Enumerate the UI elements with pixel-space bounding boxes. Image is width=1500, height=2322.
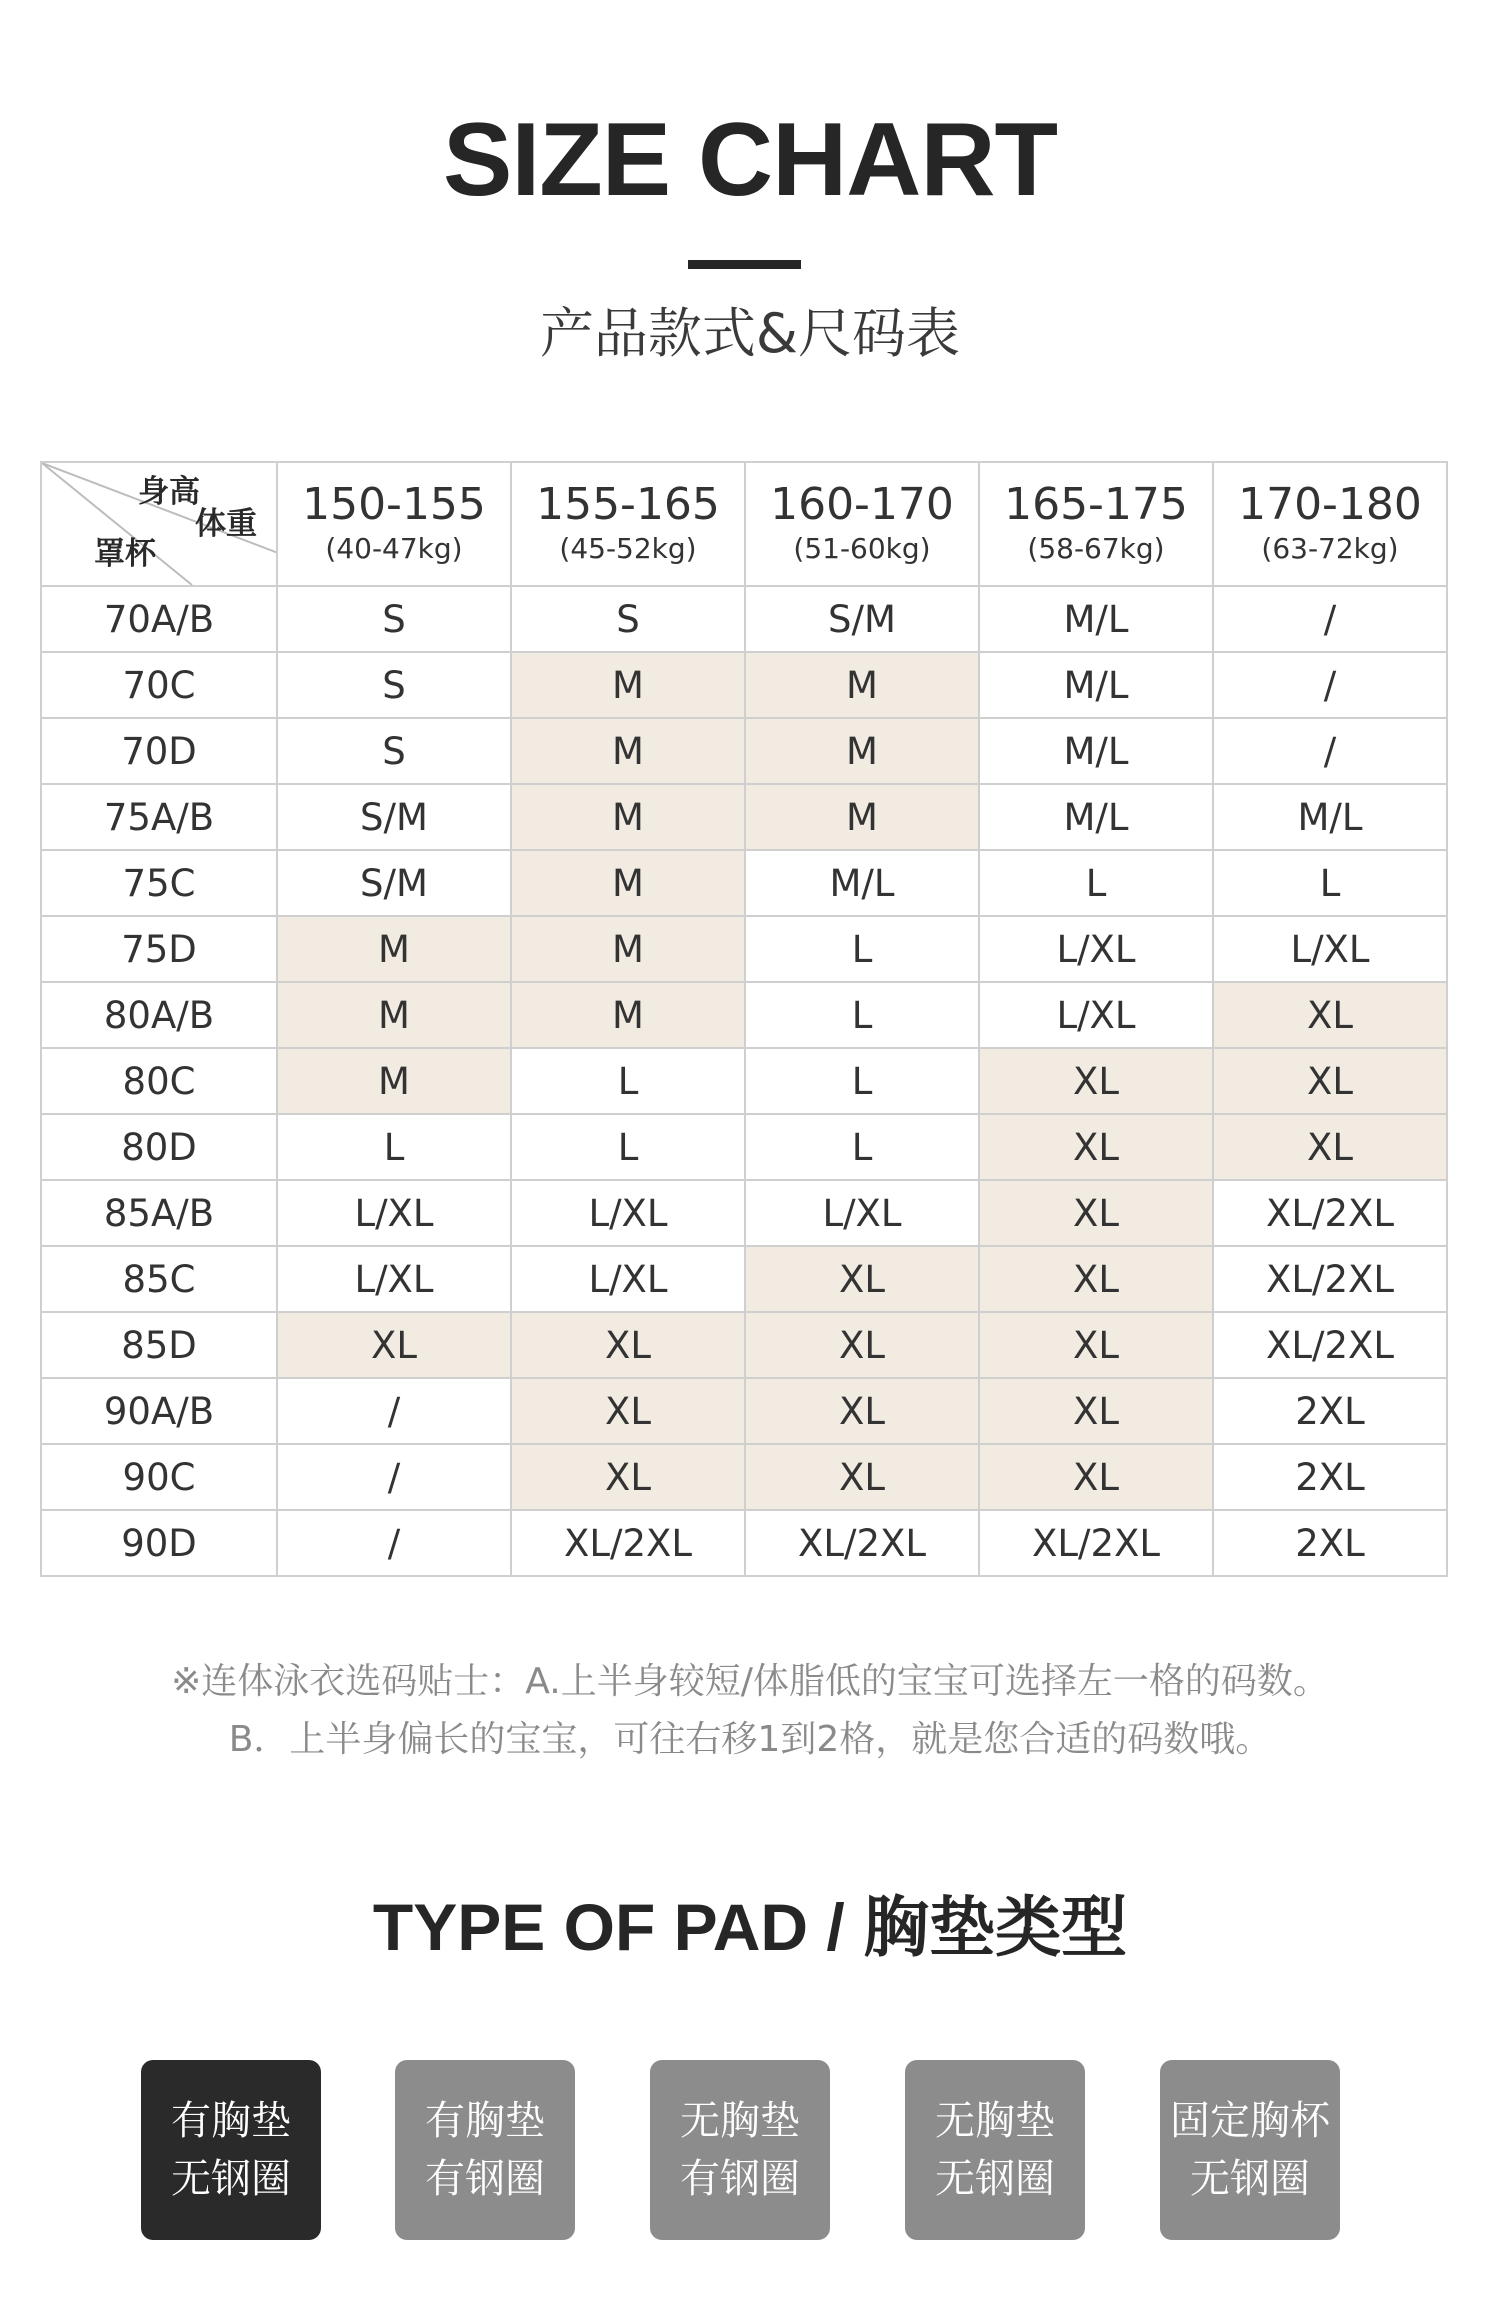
pad-option-line-1: 有胸垫 [425,2098,545,2144]
size-cell: L [979,850,1213,916]
pad-option-line-2: 无钢圈 [935,2156,1055,2202]
size-cell: S [277,586,511,652]
size-table-row [41,784,1447,850]
size-cell: M/L [979,586,1213,652]
height-range: 150-155 [302,479,486,531]
size-cell: S [277,718,511,784]
size-cell: XL [745,1378,979,1444]
size-cell: M/L [745,850,979,916]
size-cell: XL [1213,1114,1447,1180]
size-cell: XL/2XL [1213,1246,1447,1312]
size-cell: M [511,982,745,1048]
size-cell: M/L [1213,784,1447,850]
size-cell: L [745,916,979,982]
size-cell: XL [1213,982,1447,1048]
size-cell: / [1213,652,1447,718]
size-cell: M/L [979,784,1213,850]
size-cell: / [277,1444,511,1510]
cup-size-label: 85A/B [41,1180,277,1246]
size-cell: L [745,1114,979,1180]
size-cell: XL [277,1312,511,1378]
weight-range: (51-60kg) [793,532,931,566]
size-table-row [41,1312,1447,1378]
height-corner-label: 身高 [138,474,200,510]
cup-size-label: 90D [41,1510,277,1576]
pad-option-padded-no-wire[interactable] [141,2060,321,2240]
size-tip-line-2: B．上半身偏长的宝宝，可往右移1到2格，就是您合适的码数哦。 [228,1719,1272,1760]
size-cell: / [1213,718,1447,784]
size-cell: M [511,850,745,916]
height-range: 155-165 [536,479,720,531]
pad-type-options [141,2060,1341,2242]
cup-size-label: 80D [41,1114,277,1180]
cup-size-label: 75C [41,850,277,916]
size-cell: 2XL [1213,1444,1447,1510]
size-cell: XL [511,1378,745,1444]
cup-size-label: 85D [41,1312,277,1378]
size-cell: XL [745,1312,979,1378]
size-table-header-row [41,462,1447,586]
size-cell: L/XL [979,982,1213,1048]
height-range: 165-175 [1004,479,1188,531]
size-chart-subtitle: 产品款式&尺码表 [539,302,961,365]
size-cell: XL [979,1378,1213,1444]
size-tip-line-1: ※连体泳衣选码贴士：A.上半身较短/体脂低的宝宝可选择左一格的码数。 [171,1661,1329,1702]
size-table-row [41,586,1447,652]
size-cell: 2XL [1213,1378,1447,1444]
size-table-row [41,718,1447,784]
pad-option-padded-underwire[interactable] [395,2060,575,2240]
size-cell: XL [511,1312,745,1378]
weight-range: (58-67kg) [1027,532,1165,566]
size-cell: L [1213,850,1447,916]
column-header [1213,462,1447,586]
cup-size-label: 80A/B [41,982,277,1048]
size-cell: M [511,916,745,982]
size-table-row [41,1378,1447,1444]
cup-size-label: 70D [41,718,277,784]
size-cell: L/XL [745,1180,979,1246]
size-cell: L/XL [1213,916,1447,982]
size-cell: S [277,652,511,718]
pad-option-line-2: 有钢圈 [425,2156,545,2202]
cup-size-label: 75A/B [41,784,277,850]
size-table-row [41,850,1447,916]
size-cell: XL [745,1444,979,1510]
size-cell: L/XL [511,1246,745,1312]
size-chart-title: SIZE CHART [443,102,1057,218]
cup-size-label: 70C [41,652,277,718]
size-cell: M [277,916,511,982]
size-cell: S/M [277,850,511,916]
size-cell: XL [979,1444,1213,1510]
size-table-row [41,916,1447,982]
size-cell: L [511,1114,745,1180]
size-cell: S [511,586,745,652]
size-cell: L/XL [511,1180,745,1246]
pad-option-line-2: 有钢圈 [680,2156,800,2202]
table-corner-cell [41,462,277,586]
size-table-body [41,586,1447,1576]
size-cell: L [745,982,979,1048]
cup-size-label: 85C [41,1246,277,1312]
size-cell: XL [979,1246,1213,1312]
pad-option-line-1: 无胸垫 [935,2098,1055,2144]
weight-range: (40-47kg) [325,532,463,566]
size-cell: L [511,1048,745,1114]
size-cell: 2XL [1213,1510,1447,1576]
size-cell: M [277,1048,511,1114]
column-header [277,462,511,586]
weight-corner-label: 体重 [195,506,257,542]
size-cell: XL/2XL [979,1510,1213,1576]
size-cell: M [745,718,979,784]
size-cell: M [511,784,745,850]
size-cell: M [511,652,745,718]
size-cell: XL [979,1180,1213,1246]
height-range: 160-170 [770,479,954,531]
pad-type-title: TYPE OF PAD / 胸垫类型 [372,1890,1128,1964]
size-cell: L/XL [277,1246,511,1312]
pad-option-line-1: 有胸垫 [171,2098,291,2144]
size-table-row [41,982,1447,1048]
size-cell: L [277,1114,511,1180]
size-cell: XL [979,1114,1213,1180]
size-cell: XL/2XL [1213,1180,1447,1246]
size-table-row [41,1114,1447,1180]
size-cell: M [745,784,979,850]
cup-size-label: 90A/B [41,1378,277,1444]
size-cell: XL [511,1444,745,1510]
size-cell: XL [745,1246,979,1312]
size-cell: M [277,982,511,1048]
size-cell: L/XL [277,1180,511,1246]
size-cell: S/M [277,784,511,850]
size-cell: / [277,1378,511,1444]
column-header [979,462,1213,586]
size-cell: XL [979,1312,1213,1378]
pad-option-line-1: 固定胸杯 [1170,2098,1330,2144]
pad-option-line-1: 无胸垫 [680,2098,800,2144]
size-cell: M/L [979,718,1213,784]
pad-option-line-2: 无钢圈 [1190,2156,1310,2202]
weight-range: (45-52kg) [559,532,697,566]
column-header [745,462,979,586]
weight-range: (63-72kg) [1261,532,1399,566]
size-cell: M [745,652,979,718]
pad-option-line-2: 无钢圈 [171,2156,291,2202]
cup-size-label: 75D [41,916,277,982]
size-cell: L/XL [979,916,1213,982]
pad-option-fixed-cup-no-wire[interactable] [1160,2060,1340,2240]
size-cell: XL/2XL [745,1510,979,1576]
title-divider [688,260,801,269]
size-cell: XL [979,1048,1213,1114]
size-cell: XL/2XL [1213,1312,1447,1378]
size-table-row [41,1444,1447,1510]
size-cell: S/M [745,586,979,652]
size-cell: / [277,1510,511,1576]
size-table-row [41,1246,1447,1312]
height-range: 170-180 [1238,479,1422,531]
cup-size-label: 70A/B [41,586,277,652]
size-cell: L [745,1048,979,1114]
size-table-row [41,1048,1447,1114]
cup-corner-label: 罩杯 [94,536,156,572]
pad-option-no-pad-no-wire[interactable] [905,2060,1085,2240]
size-cell: / [1213,586,1447,652]
column-header [511,462,745,586]
size-table-row [41,1510,1447,1576]
size-cell: XL [1213,1048,1447,1114]
size-cell: M [511,718,745,784]
size-table-row [41,652,1447,718]
size-cell: M/L [979,652,1213,718]
size-table [40,461,1448,1577]
pad-option-no-pad-underwire[interactable] [650,2060,830,2240]
size-table-row [41,1180,1447,1246]
cup-size-label: 90C [41,1444,277,1510]
size-cell: XL/2XL [511,1510,745,1576]
cup-size-label: 80C [41,1048,277,1114]
